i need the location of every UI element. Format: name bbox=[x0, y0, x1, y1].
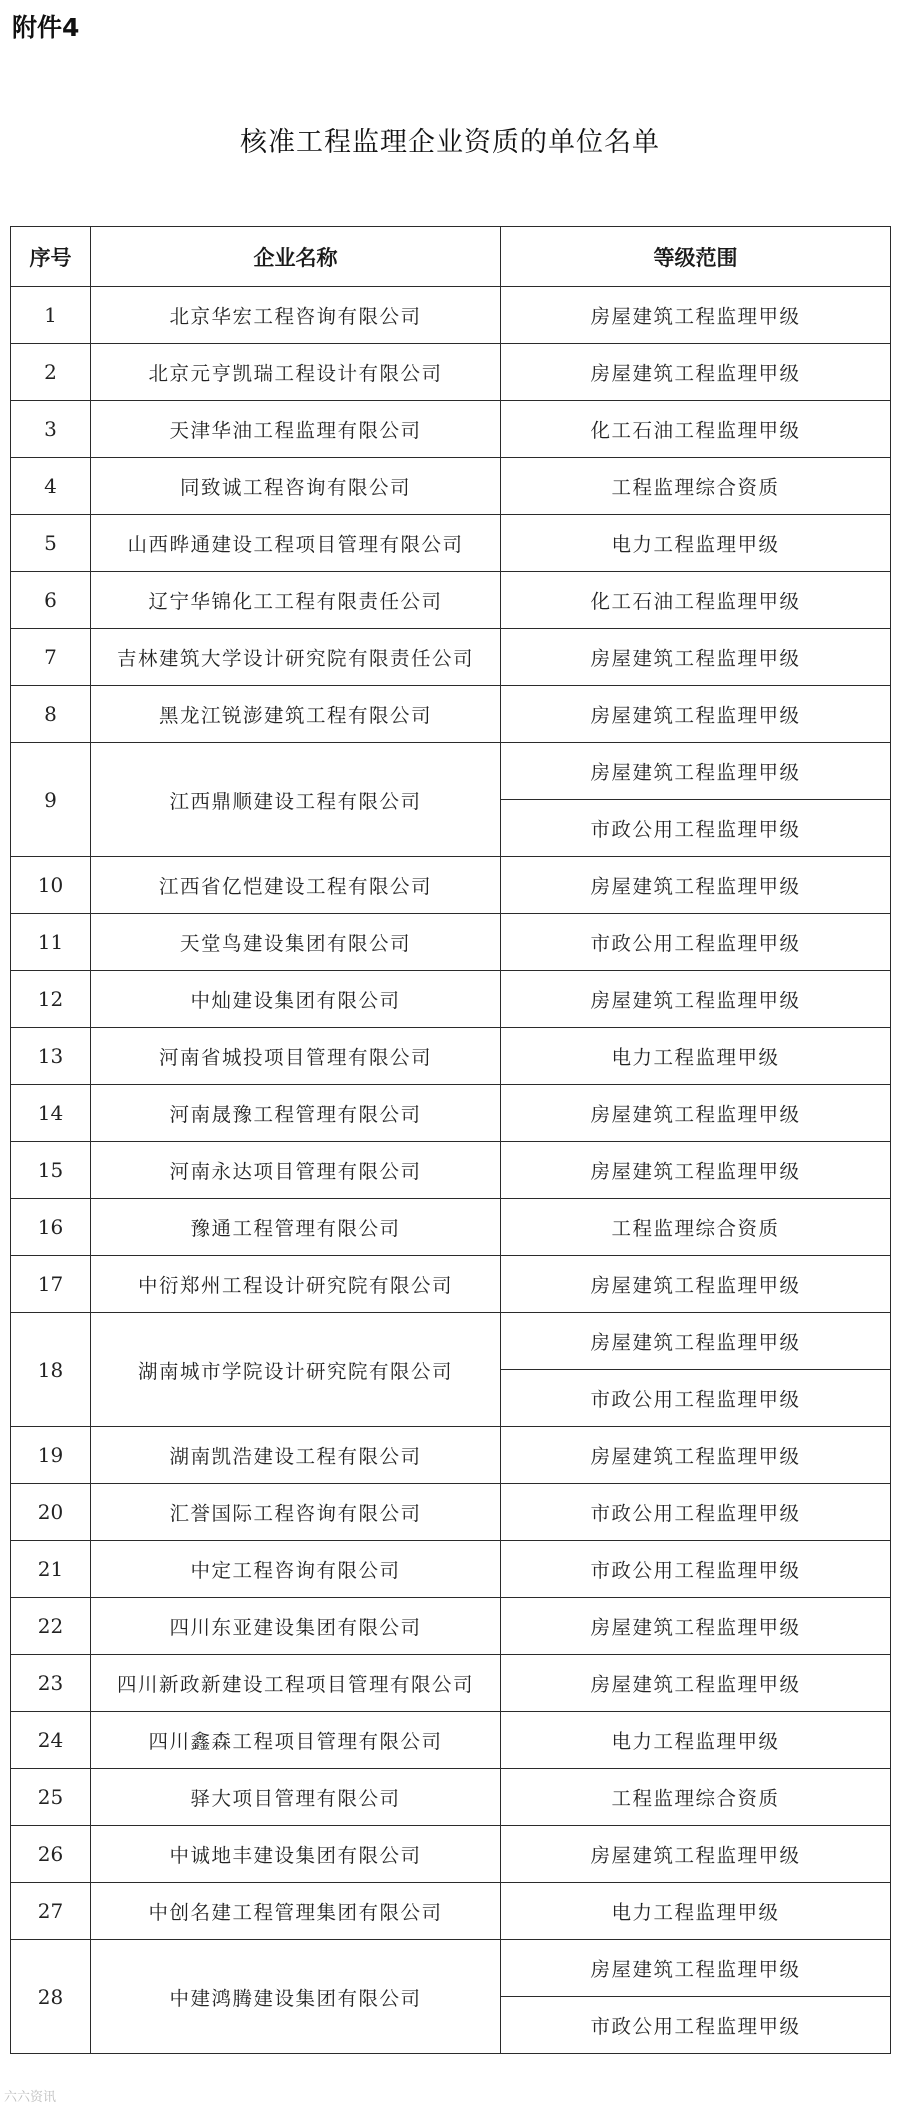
qualification-scope: 市政公用工程监理甲级 bbox=[501, 1484, 891, 1541]
company-name: 湖南凯浩建设工程有限公司 bbox=[91, 1427, 501, 1484]
row-number: 21 bbox=[11, 1541, 91, 1598]
company-name: 四川东亚建设集团有限公司 bbox=[91, 1598, 501, 1655]
table-row bbox=[11, 686, 891, 743]
qualification-scope: 市政公用工程监理甲级 bbox=[501, 1541, 891, 1598]
column-header-scope: 等级范围 bbox=[501, 227, 891, 287]
company-name: 驿大项目管理有限公司 bbox=[91, 1769, 501, 1826]
qualification-scope: 房屋建筑工程监理甲级 bbox=[501, 1085, 891, 1142]
table-row bbox=[11, 1883, 891, 1940]
qualification-scope: 电力工程监理甲级 bbox=[501, 515, 891, 572]
row-number: 24 bbox=[11, 1712, 91, 1769]
qualification-scope: 市政公用工程监理甲级 bbox=[501, 1370, 891, 1427]
row-number: 9 bbox=[11, 743, 91, 857]
company-name: 湖南城市学院设计研究院有限公司 bbox=[91, 1313, 501, 1427]
qualification-scope: 房屋建筑工程监理甲级 bbox=[501, 1142, 891, 1199]
table-row bbox=[11, 857, 891, 914]
company-name: 同致诚工程咨询有限公司 bbox=[91, 458, 501, 515]
row-number: 20 bbox=[11, 1484, 91, 1541]
table-row bbox=[11, 971, 891, 1028]
company-name: 河南省城投项目管理有限公司 bbox=[91, 1028, 501, 1085]
qualification-scope: 化工石油工程监理甲级 bbox=[501, 572, 891, 629]
table-row bbox=[11, 743, 891, 800]
row-number: 22 bbox=[11, 1598, 91, 1655]
table-row bbox=[11, 1313, 891, 1370]
company-name: 江西鼎顺建设工程有限公司 bbox=[91, 743, 501, 857]
table-row bbox=[11, 1085, 891, 1142]
row-number: 4 bbox=[11, 458, 91, 515]
table-header-row bbox=[11, 227, 891, 287]
row-number: 15 bbox=[11, 1142, 91, 1199]
company-name: 四川鑫森工程项目管理有限公司 bbox=[91, 1712, 501, 1769]
table-row bbox=[11, 1598, 891, 1655]
qualification-scope: 房屋建筑工程监理甲级 bbox=[501, 686, 891, 743]
table-row bbox=[11, 629, 891, 686]
company-name: 中定工程咨询有限公司 bbox=[91, 1541, 501, 1598]
table-row bbox=[11, 1199, 891, 1256]
company-name: 北京华宏工程咨询有限公司 bbox=[91, 287, 501, 344]
qualification-scope: 电力工程监理甲级 bbox=[501, 1028, 891, 1085]
company-name: 河南永达项目管理有限公司 bbox=[91, 1142, 501, 1199]
company-name: 河南晟豫工程管理有限公司 bbox=[91, 1085, 501, 1142]
qualification-scope: 电力工程监理甲级 bbox=[501, 1712, 891, 1769]
company-name: 辽宁华锦化工工程有限责任公司 bbox=[91, 572, 501, 629]
row-number: 25 bbox=[11, 1769, 91, 1826]
row-number: 7 bbox=[11, 629, 91, 686]
qualification-scope: 工程监理综合资质 bbox=[501, 1769, 891, 1826]
row-number: 10 bbox=[11, 857, 91, 914]
qualification-scope: 房屋建筑工程监理甲级 bbox=[501, 1655, 891, 1712]
table-row bbox=[11, 572, 891, 629]
table-row bbox=[11, 1769, 891, 1826]
table-row bbox=[11, 515, 891, 572]
qualification-scope: 房屋建筑工程监理甲级 bbox=[501, 629, 891, 686]
table-row bbox=[11, 1541, 891, 1598]
table-row bbox=[11, 1427, 891, 1484]
row-number: 11 bbox=[11, 914, 91, 971]
company-name: 中灿建设集团有限公司 bbox=[91, 971, 501, 1028]
company-name: 天堂鸟建设集团有限公司 bbox=[91, 914, 501, 971]
table-row bbox=[11, 1256, 891, 1313]
approval-list-table bbox=[10, 226, 891, 2054]
company-name: 中建鸿腾建设集团有限公司 bbox=[91, 1940, 501, 2054]
table-row bbox=[11, 458, 891, 515]
qualification-scope: 化工石油工程监理甲级 bbox=[501, 401, 891, 458]
company-name: 吉林建筑大学设计研究院有限责任公司 bbox=[91, 629, 501, 686]
qualification-scope: 房屋建筑工程监理甲级 bbox=[501, 1940, 891, 1997]
column-header-company: 企业名称 bbox=[91, 227, 501, 287]
row-number: 3 bbox=[11, 401, 91, 458]
table-row bbox=[11, 401, 891, 458]
table-body bbox=[11, 287, 891, 2054]
company-name: 中创名建工程管理集团有限公司 bbox=[91, 1883, 501, 1940]
qualification-scope: 房屋建筑工程监理甲级 bbox=[501, 857, 891, 914]
table-row bbox=[11, 344, 891, 401]
row-number: 5 bbox=[11, 515, 91, 572]
company-name: 江西省亿恺建设工程有限公司 bbox=[91, 857, 501, 914]
company-name: 天津华油工程监理有限公司 bbox=[91, 401, 501, 458]
company-name: 山西晔通建设工程项目管理有限公司 bbox=[91, 515, 501, 572]
table-row bbox=[11, 1940, 891, 1997]
qualification-scope: 房屋建筑工程监理甲级 bbox=[501, 1256, 891, 1313]
column-header-number: 序号 bbox=[11, 227, 91, 287]
qualification-scope: 房屋建筑工程监理甲级 bbox=[501, 1427, 891, 1484]
row-number: 16 bbox=[11, 1199, 91, 1256]
row-number: 23 bbox=[11, 1655, 91, 1712]
company-name: 豫通工程管理有限公司 bbox=[91, 1199, 501, 1256]
row-number: 2 bbox=[11, 344, 91, 401]
row-number: 1 bbox=[11, 287, 91, 344]
table-row bbox=[11, 1142, 891, 1199]
row-number: 6 bbox=[11, 572, 91, 629]
row-number: 26 bbox=[11, 1826, 91, 1883]
qualification-scope: 房屋建筑工程监理甲级 bbox=[501, 344, 891, 401]
qualification-scope: 房屋建筑工程监理甲级 bbox=[501, 287, 891, 344]
table-row bbox=[11, 914, 891, 971]
company-name: 中衍郑州工程设计研究院有限公司 bbox=[91, 1256, 501, 1313]
row-number: 18 bbox=[11, 1313, 91, 1427]
company-name: 北京元亨凯瑞工程设计有限公司 bbox=[91, 344, 501, 401]
company-name: 中诚地丰建设集团有限公司 bbox=[91, 1826, 501, 1883]
qualification-scope: 电力工程监理甲级 bbox=[501, 1883, 891, 1940]
table-row bbox=[11, 1028, 891, 1085]
qualification-scope: 房屋建筑工程监理甲级 bbox=[501, 1313, 891, 1370]
table-row bbox=[11, 1712, 891, 1769]
row-number: 13 bbox=[11, 1028, 91, 1085]
qualification-scope: 工程监理综合资质 bbox=[501, 458, 891, 515]
company-name: 四川新政新建设工程项目管理有限公司 bbox=[91, 1655, 501, 1712]
qualification-scope: 房屋建筑工程监理甲级 bbox=[501, 1598, 891, 1655]
document-title: 核准工程监理企业资质的单位名单 bbox=[240, 127, 660, 158]
qualification-scope: 房屋建筑工程监理甲级 bbox=[501, 743, 891, 800]
qualification-scope: 工程监理综合资质 bbox=[501, 1199, 891, 1256]
row-number: 27 bbox=[11, 1883, 91, 1940]
row-number: 8 bbox=[11, 686, 91, 743]
row-number: 19 bbox=[11, 1427, 91, 1484]
attachment-label: 附件4 bbox=[12, 13, 80, 42]
qualification-scope: 市政公用工程监理甲级 bbox=[501, 1997, 891, 2054]
row-number: 14 bbox=[11, 1085, 91, 1142]
watermark: 六六资讯 bbox=[4, 2090, 57, 2105]
qualification-scope: 房屋建筑工程监理甲级 bbox=[501, 971, 891, 1028]
qualification-scope: 房屋建筑工程监理甲级 bbox=[501, 1826, 891, 1883]
table-row bbox=[11, 1484, 891, 1541]
qualification-scope: 市政公用工程监理甲级 bbox=[501, 800, 891, 857]
row-number: 28 bbox=[11, 1940, 91, 2054]
qualification-scope: 市政公用工程监理甲级 bbox=[501, 914, 891, 971]
company-name: 汇誉国际工程咨询有限公司 bbox=[91, 1484, 501, 1541]
table-row bbox=[11, 1655, 891, 1712]
row-number: 17 bbox=[11, 1256, 91, 1313]
table-row bbox=[11, 1826, 891, 1883]
table-row bbox=[11, 287, 891, 344]
row-number: 12 bbox=[11, 971, 91, 1028]
company-name: 黑龙江锐澎建筑工程有限公司 bbox=[91, 686, 501, 743]
